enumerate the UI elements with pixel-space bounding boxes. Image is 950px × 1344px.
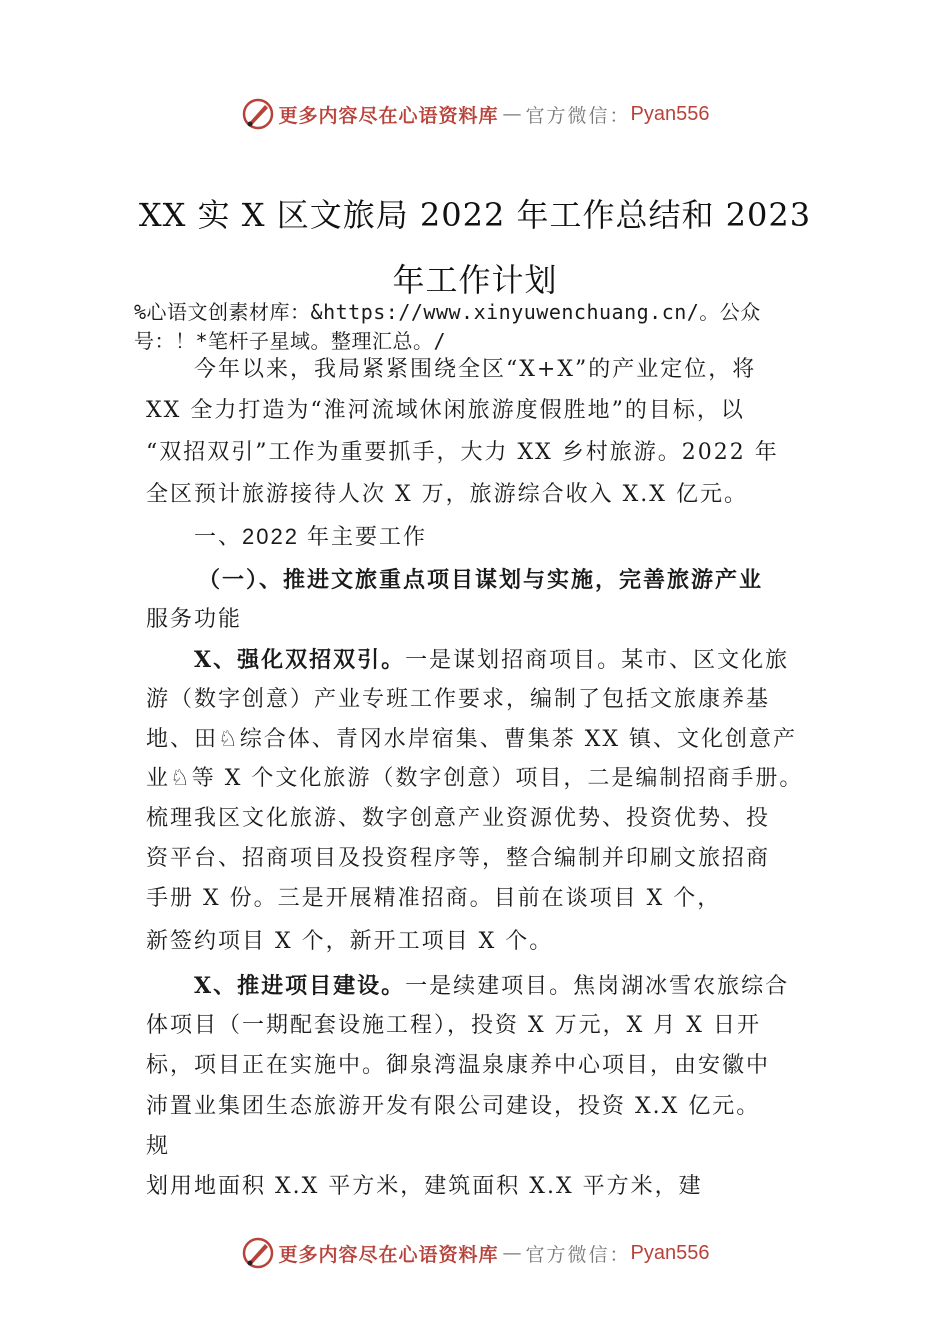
header-banner (0, 94, 950, 134)
para1-line-2: 游（数字创意）产业专班工作要求，编制了包括文旅康养基 (146, 687, 771, 712)
intro-line-4: 全区预计旅游接待人次 X 万，旅游综合收入 X.X 亿元。 (146, 482, 748, 507)
para1-line-3: 地、田♘综合体、青冈水岸宿集、曹集茶 XX 镇、文化创意产 (146, 727, 798, 752)
intro-line-3: “双招双引”工作为重要抓手，大力 XX 乡村旅游。2022 年 (146, 440, 779, 465)
para1-line-4: 业♘等 X 个文化旅游（数字创意）项目，二是编制招商手册。 (146, 766, 804, 791)
banner-separator: — (502, 103, 522, 125)
footer-banner (0, 1233, 950, 1273)
source-line-2: 号：！*笔杆子星域。整理汇总。/ (134, 329, 447, 353)
para1-line-5: 梳理我区文化旅游、数字创意产业资源优势、投资优势、投 (146, 806, 771, 831)
source-line-1: %心语文创素材库：&https://www.xinyuwenchuang.cn/。公众 (134, 300, 761, 324)
para2-line-5: 规 (146, 1134, 171, 1159)
banner-separator: — (502, 1242, 522, 1264)
para1-lead: X、强化双招双引。 (194, 647, 406, 673)
sub-heading-line-1: （一）、推进文旅重点项目谋划与实施，完善旅游产业 (198, 567, 764, 593)
banner-wechat-id: Pyan556 (630, 1241, 710, 1264)
banner-main-text: 更多内容尽在心语资料库 (278, 104, 499, 127)
para1-line-8: 新签约项目 X 个，新开工项目 X 个。 (146, 929, 554, 954)
para2-lead: X、推进项目建设。 (194, 973, 406, 999)
banner-wechat-label: 官方微信： (525, 104, 631, 127)
banner-wechat-id: Pyan556 (630, 102, 710, 125)
intro-line-1: 今年以来，我局紧紧围绕全区“X+X”的产业定位，将 (194, 357, 757, 382)
para2-line-1 (194, 972, 846, 1001)
para1-line-7: 手册 X 份。三是开展精准招商。目前在谈项目 X 个， (146, 886, 722, 911)
sub-heading-line-2: 服务功能 (146, 607, 243, 632)
section-heading-1: 一、2022 年主要工作 (194, 524, 428, 549)
para2-line-2: 体项目（一期配套设施工程），投资 X 万元，X 月 X 日开 (146, 1013, 761, 1038)
para2-line-1-text: 一是续建项目。焦岗湖冰雪农旅综合 (405, 974, 790, 999)
para1-line-6: 资平台、招商项目及投资程序等，整合编制并印刷文旅招商 (146, 846, 771, 871)
para2-line-4: 沛置业集团生态旅游开发有限公司建设，投资 X.X 亿元。 (146, 1094, 761, 1119)
banner-wechat-label: 官方微信： (525, 1243, 631, 1266)
banner-main-text: 更多内容尽在心语资料库 (278, 1243, 499, 1266)
intro-line-2: XX 全力打造为“淮河流域休闲旅游度假胜地”的目标，以 (146, 398, 745, 423)
brush-logo-icon (241, 97, 275, 131)
para2-line-3: 标，项目正在实施中。御泉湾温泉康养中心项目，由安徽中 (146, 1053, 771, 1078)
brush-logo-icon (241, 1236, 275, 1270)
document-title-line-2: 年工作计划 (392, 261, 558, 299)
para2-line-6: 划用地面积 X.X 平方米，建筑面积 X.X 平方米，建 (146, 1174, 703, 1199)
para1-line-1 (194, 646, 846, 675)
para1-line-1-text: 一是谋划招商项目。某市、区文化旅 (405, 648, 790, 673)
document-title-line-1: XX 实 X 区文旅局 2022 年工作总结和 2023 (138, 196, 812, 234)
